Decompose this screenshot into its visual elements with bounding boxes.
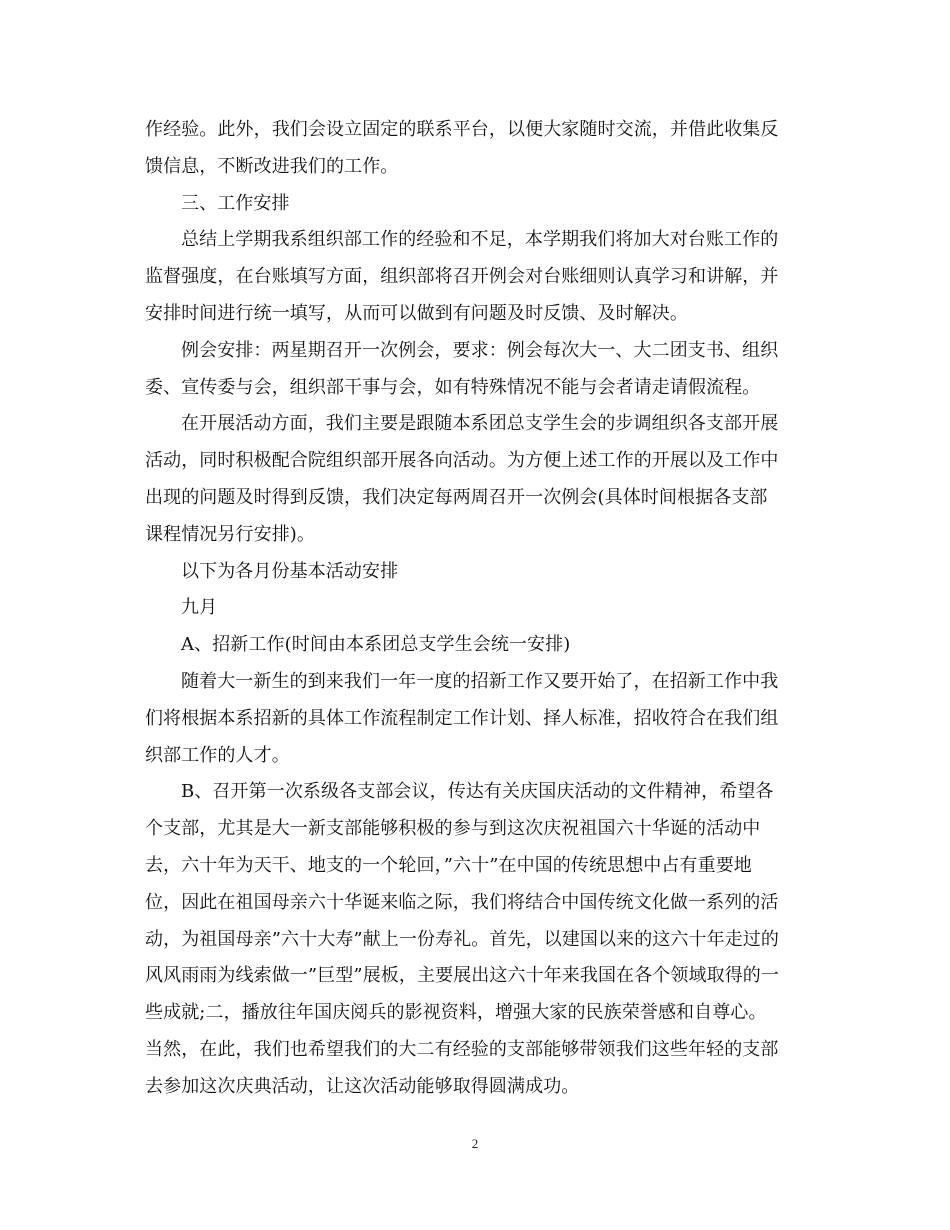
text-line: 三、工作安排 (181, 192, 290, 214)
text-line: A、招新工作(时间由本系团总支学生会统一安排) (181, 634, 571, 656)
text-line: 九月 (181, 597, 218, 619)
document-body (145, 112, 805, 1106)
text-line: 例会安排：两星期召开一次例会，要求：例会每次大一、大二团支书、组织 (181, 339, 779, 361)
text-line: 当然，在此，我们也希望我们的大二有经验的支部能够带领我们这些年轻的支部 (145, 1038, 779, 1060)
text-line: 位，因此在祖国母亲六十华诞来临之际，我们将结合中国传统文化做一系列的活 (145, 891, 779, 913)
text-line: 安排时间进行统一填写，从而可以做到有问题及时反馈、及时解决。 (145, 302, 688, 324)
text-line: 课程情况另行安排)。 (145, 523, 316, 545)
text-line: 织部工作的人才。 (145, 744, 290, 766)
text-line: 些成就;二，播放往年国庆阅兵的影视资料，增强大家的民族荣誉感和自尊心。 (145, 1002, 767, 1024)
text-line: 监督强度，在台账填写方面，组织部将召开例会对台账细则认真学习和讲解，并 (145, 266, 779, 288)
page-number: 2 (471, 1136, 479, 1151)
text-line: 委、宣传委与会，组织部干事与会，如有特殊情况不能与会者请走请假流程。 (145, 376, 761, 398)
text-line: 总结上学期我系组织部工作的经验和不足，本学期我们将加大对台账工作的 (181, 229, 779, 251)
text-line: 馈信息，不断改进我们的工作。 (145, 155, 399, 177)
text-line: 在开展活动方面，我们主要是跟随本系团总支学生会的步调组织各支部开展 (181, 413, 779, 435)
text-line: 以下为各月份基本活动安排 (181, 560, 399, 582)
text-line: 个支部，尤其是大一新支部能够积极的参与到这次庆祝祖国六十华诞的活动中 (145, 818, 761, 840)
text-line: 动，为祖国母亲”六十大寿”献上一份寿礼。首先，以建国以来的这六十年走过的 (145, 928, 780, 950)
text-line: 随着大一新生的到来我们一年一度的招新工作又要开始了，在招新工作中我 (181, 670, 779, 692)
text-line: 作经验。此外，我们会设立固定的联系平台，以便大家随时交流，并借此收集反 (145, 119, 779, 140)
text-line: 去参加这次庆典活动，让这次活动能够取得圆满成功。 (145, 1075, 580, 1097)
text-line: 风风雨雨为线索做一”巨型”展板，主要展出这六十年来我国在各个领域取得的一 (145, 965, 780, 987)
text-line: 们将根据本系招新的具体工作流程制定工作计划、择人标准，招收符合在我们组 (145, 707, 779, 729)
text-line: 去，六十年为天干、地支的一个轮回，”六十”在中国的传统思想中占有重要地 (145, 854, 752, 876)
text-line: 活动，同时积极配合院组织部开展各向活动。为方便上述工作的开展以及工作中 (145, 450, 779, 472)
text-line: B、召开第一次系级各支部会议，传达有关庆国庆活动的文件精神，希望各 (181, 781, 774, 803)
text-line: 出现的问题及时得到反馈，我们决定每两周召开一次例会(具体时间根据各支部 (145, 486, 768, 508)
